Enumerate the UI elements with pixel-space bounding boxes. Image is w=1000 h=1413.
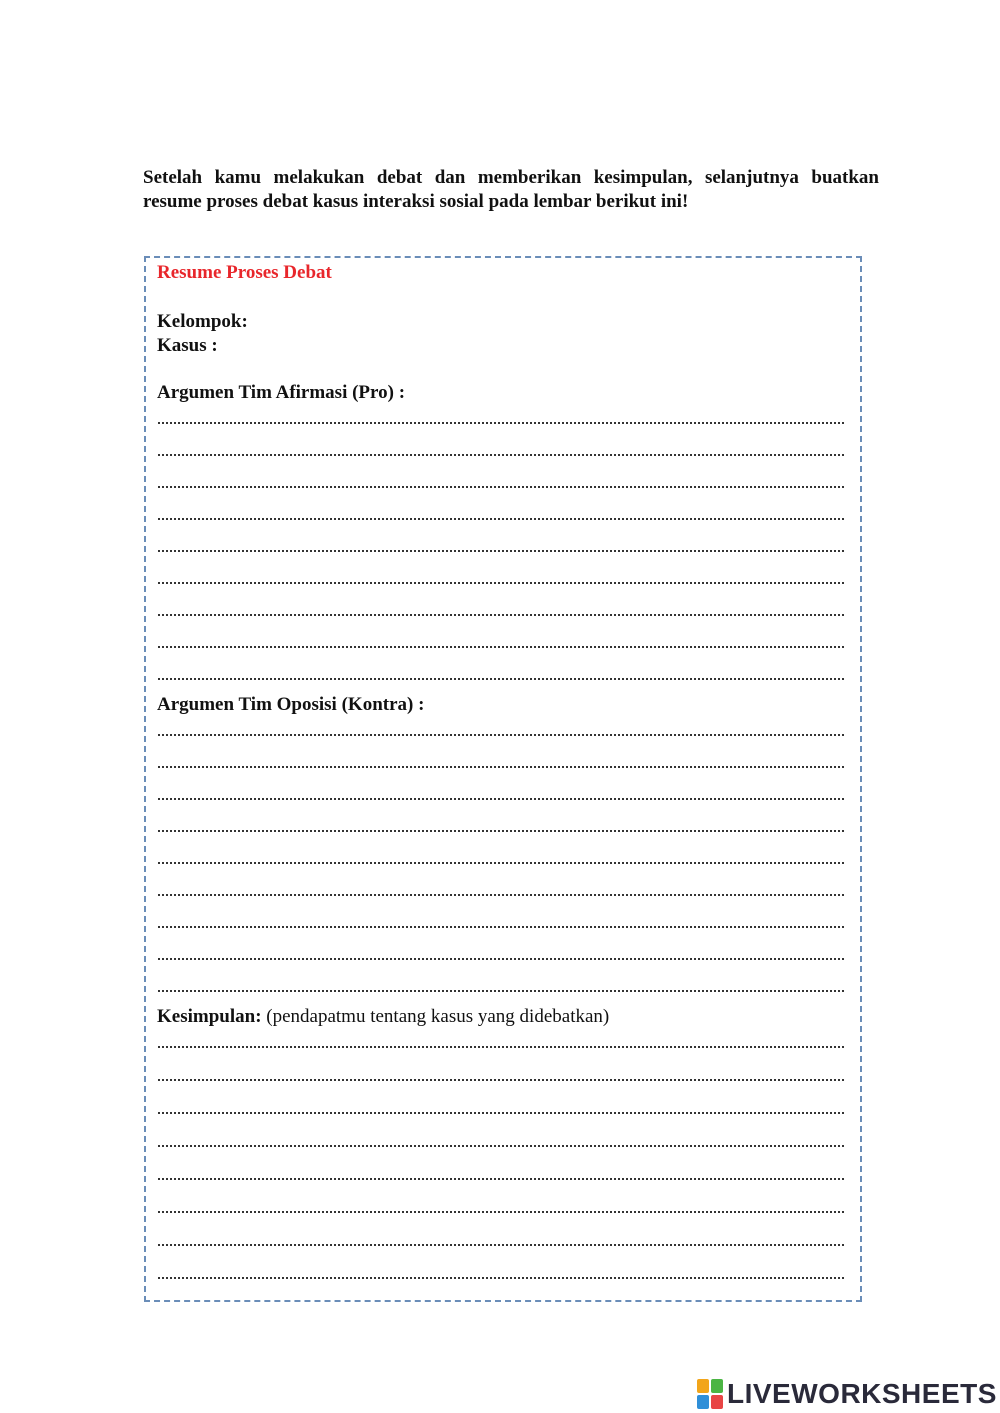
kontra-answer-line[interactable] bbox=[158, 798, 844, 800]
instruction-text: Setelah kamu melakukan debat dan memberikan kesimpulan, selanjutnya buatkan resume proses debat kasus interaksi sosial pada lembar berikut ini! bbox=[143, 167, 879, 212]
pro-answer-line[interactable] bbox=[158, 518, 844, 520]
liveworksheets-logo bbox=[697, 1376, 997, 1412]
pro-answer-line[interactable] bbox=[158, 582, 844, 584]
kontra-answer-line[interactable] bbox=[158, 766, 844, 768]
kontra-answer-line[interactable] bbox=[158, 958, 844, 960]
kontra-answer-line[interactable] bbox=[158, 926, 844, 928]
pro-answer-line[interactable] bbox=[158, 454, 844, 456]
kontra-label: Argumen Tim Oposisi (Kontra) : bbox=[157, 694, 425, 715]
resume-title: Resume Proses Debat bbox=[157, 262, 332, 283]
kesimpulan-hint: (pendapatmu tentang kasus yang didebatkan) bbox=[266, 1006, 610, 1027]
kontra-answer-line[interactable] bbox=[158, 990, 844, 992]
kelompok-label: Kelompok: bbox=[157, 311, 248, 332]
pro-answer-line[interactable] bbox=[158, 646, 844, 648]
kesimpulan-answer-line[interactable] bbox=[158, 1178, 844, 1180]
pro-answer-line[interactable] bbox=[158, 614, 844, 616]
kesimpulan-answer-line[interactable] bbox=[158, 1244, 844, 1246]
kontra-answer-line[interactable] bbox=[158, 894, 844, 896]
kontra-answer-line[interactable] bbox=[158, 862, 844, 864]
kesimpulan-answer-line[interactable] bbox=[158, 1079, 844, 1081]
liveworksheets-logo-text: LIVEWORKSHEETS bbox=[727, 1378, 997, 1409]
kesimpulan-answer-line[interactable] bbox=[158, 1211, 844, 1213]
liveworksheets-logo-icon bbox=[697, 1379, 723, 1409]
pro-answer-line[interactable] bbox=[158, 550, 844, 552]
kontra-answer-line[interactable] bbox=[158, 830, 844, 832]
kesimpulan-title: Kesimpulan: bbox=[157, 1006, 262, 1027]
kontra-answer-line[interactable] bbox=[158, 734, 844, 736]
pro-answer-line[interactable] bbox=[158, 422, 844, 424]
pro-answer-line[interactable] bbox=[158, 486, 844, 488]
pro-label: Argumen Tim Afirmasi (Pro) : bbox=[157, 382, 406, 403]
kesimpulan-answer-line[interactable] bbox=[158, 1112, 844, 1114]
kesimpulan-answer-line[interactable] bbox=[158, 1277, 844, 1279]
kasus-label: Kasus : bbox=[157, 335, 218, 356]
kesimpulan-answer-line[interactable] bbox=[158, 1145, 844, 1147]
kesimpulan-label bbox=[157, 1006, 609, 1028]
pro-answer-line[interactable] bbox=[158, 678, 844, 680]
kesimpulan-answer-line[interactable] bbox=[158, 1046, 844, 1048]
